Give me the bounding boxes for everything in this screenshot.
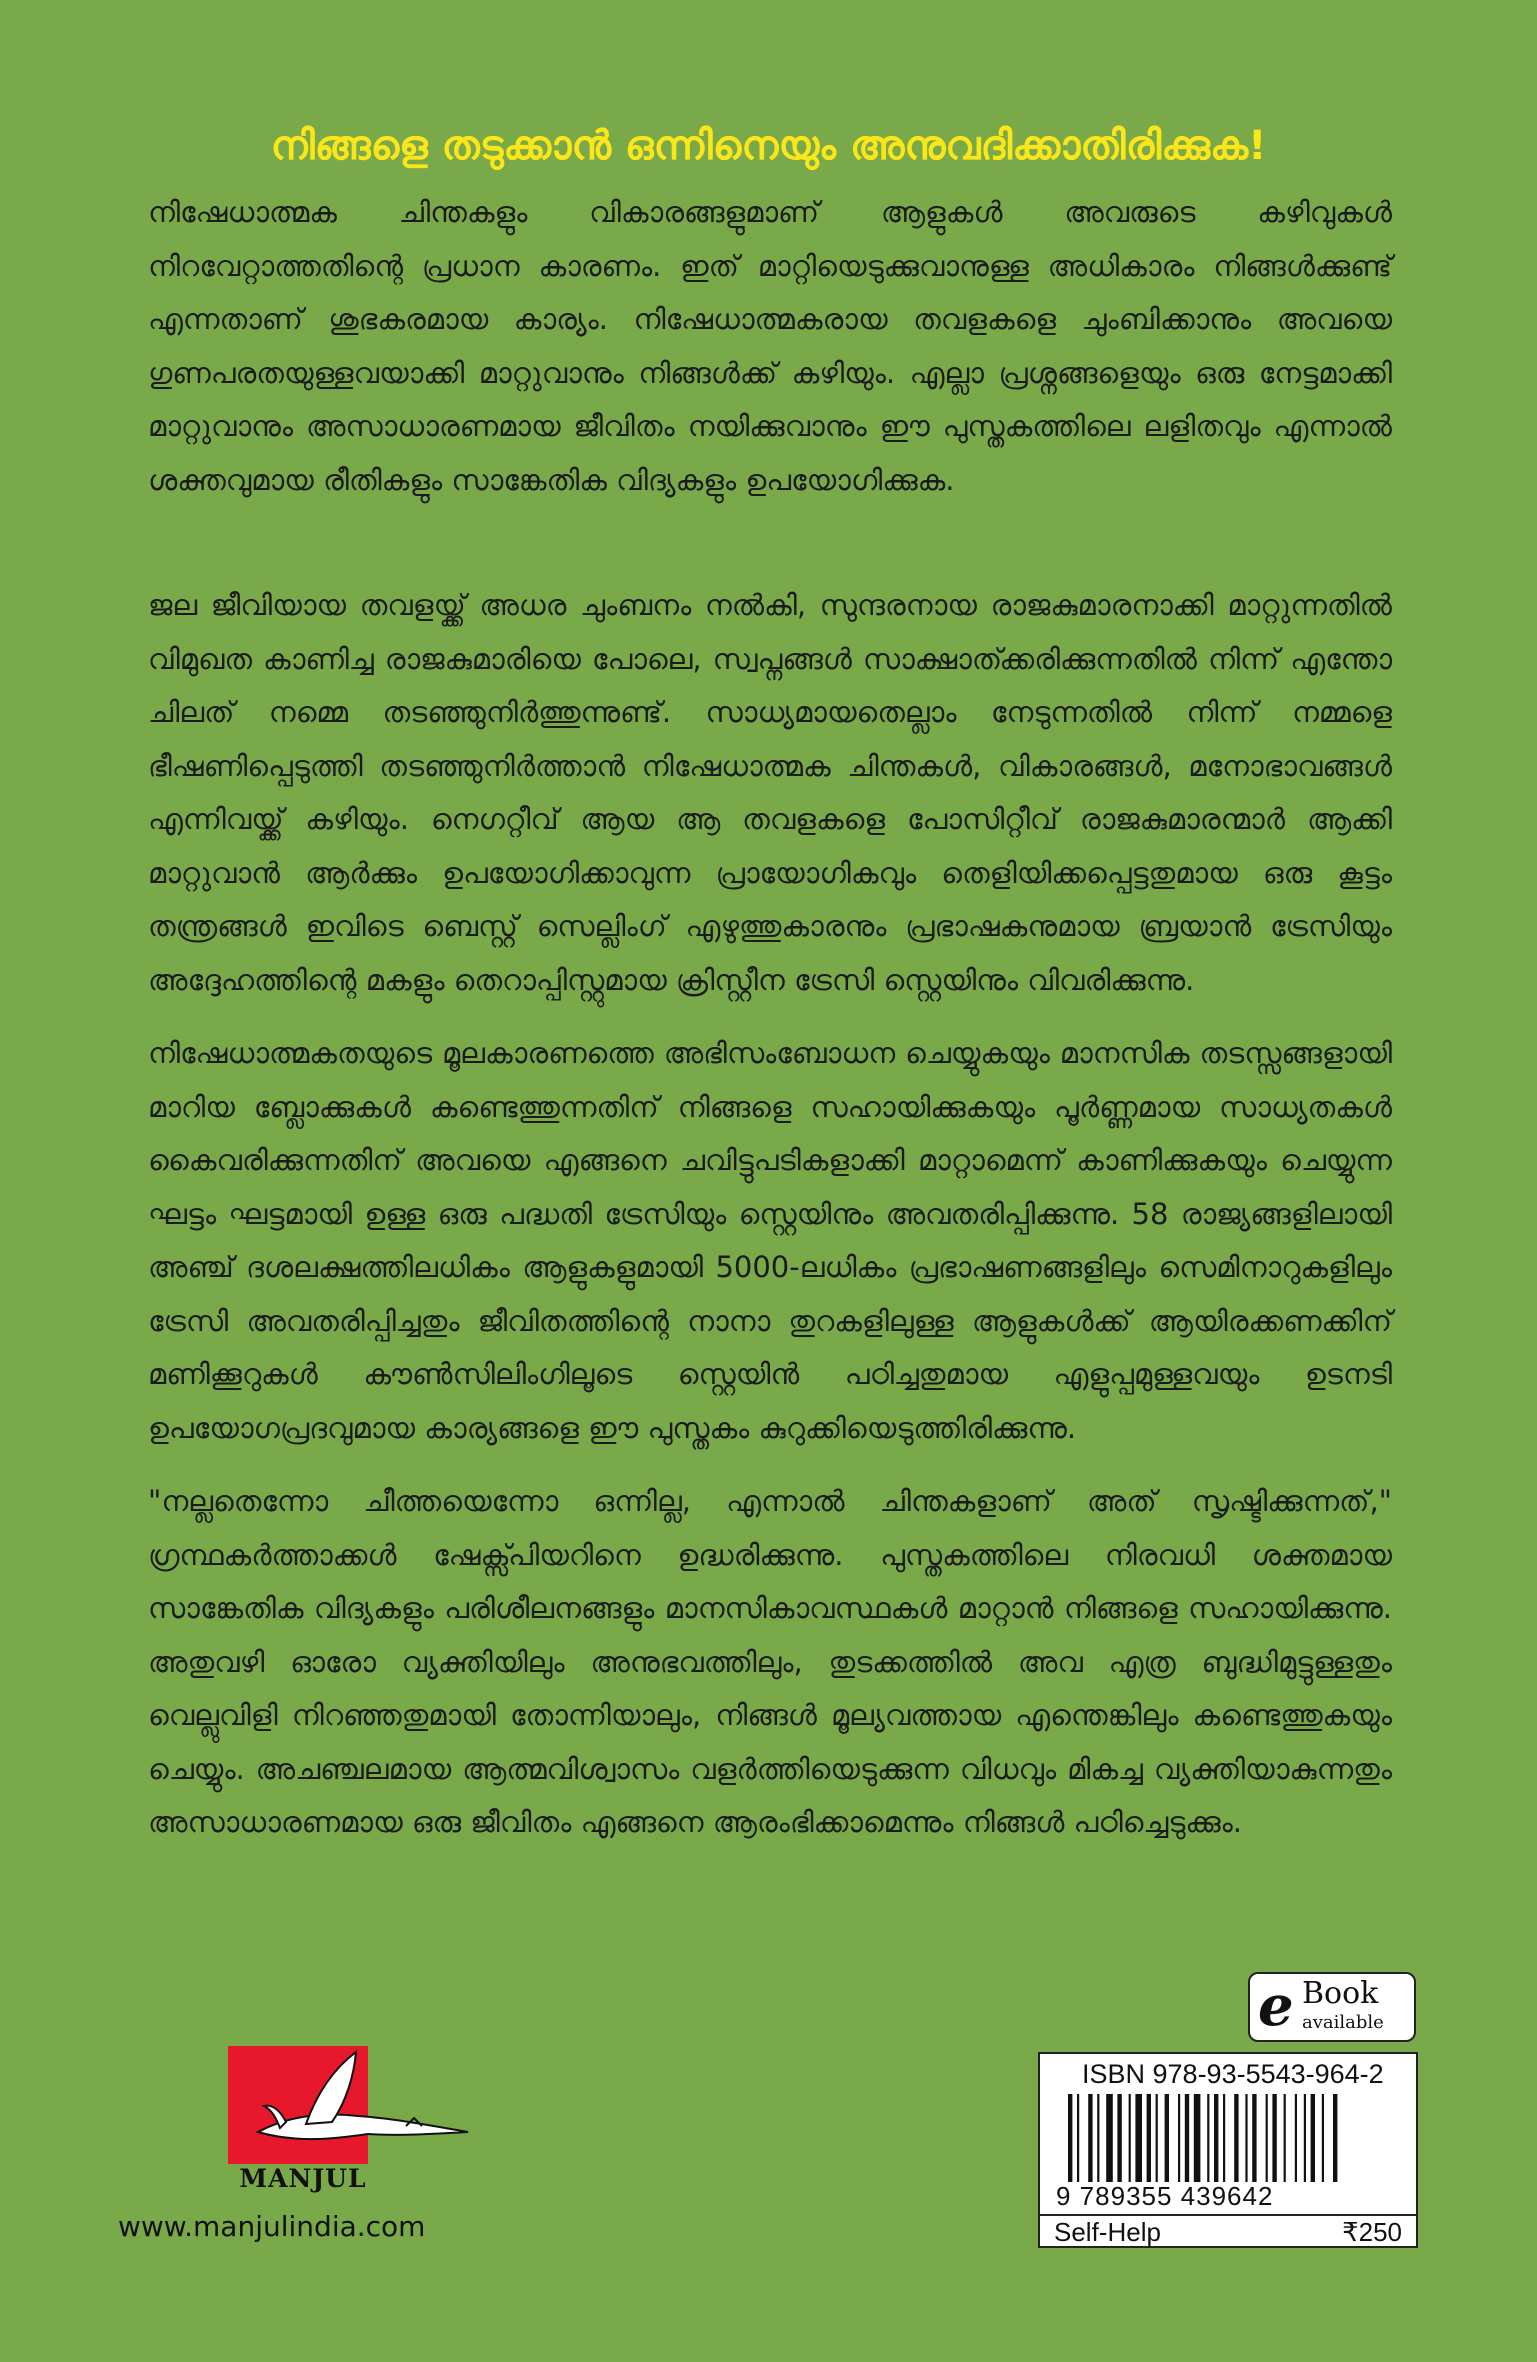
barcode-bar bbox=[1068, 2094, 1072, 2182]
barcode-icon bbox=[1066, 2094, 1388, 2182]
barcode-bar bbox=[1234, 2094, 1238, 2182]
barcode-divider bbox=[1040, 2214, 1416, 2216]
barcode-digits: 9 789355 439642 bbox=[1056, 2181, 1274, 2211]
blurb-paragraph-1: നിഷേധാത്മക ചിന്തകളും വികാരങ്ങളുമാണ് ആളുകൾ അവരുടെ കഴിവുകൾ നിറവേറ്റാത്തതിന്റെ പ്രധാന കാരണം. ഇത് മാറ്റിയെടുക്കുവാനുള്ള അധികാരം നിങ്ങൾക്കുണ്ട് എന്നതാണ് ശുഭകരമായ കാര്യം. നിഷേധാത്മകരായ തവളകളെ ചുംബിക്കാനും അവയെ ഗുണപരതയുള്ളവയാക്കി മാറ്റുവാനും നിങ്ങൾക്ക് കഴിയും. എല്ലാ പ്രശ്നങ്ങളെയും ഒരു നേട്ടമാക്കി മാറ്റുവാനും അസാധാരണമായ ജീവിതം നയിക്കുവാനും ഈ പുസ്തകത്തിലെ ലളിതവും എന്നാൽ ശക്തവുമായ രീതികളും സാങ്കേതിക വിദ്യകളും ഉപയോഗിക്കുക. bbox=[148, 195, 1392, 497]
barcode-bar bbox=[1266, 2094, 1268, 2182]
barcode-bar bbox=[1165, 2094, 1169, 2182]
isbn-number: ISBN 978-93-5543-964-2 bbox=[1082, 2059, 1384, 2089]
ebook-label: Book bbox=[1302, 1976, 1379, 2011]
book-category: Self-Help bbox=[1054, 2217, 1161, 2247]
barcode-bar bbox=[1117, 2094, 1121, 2182]
barcode-panel bbox=[1038, 2052, 1418, 2248]
book-price: ₹250 bbox=[1342, 2217, 1402, 2247]
ebook-status: available bbox=[1302, 2012, 1384, 2033]
barcode-bar bbox=[1245, 2094, 1247, 2182]
barcode-bar bbox=[1178, 2094, 1180, 2182]
ebook-e-letter: e bbox=[1258, 1973, 1294, 2039]
barcode-bar bbox=[1214, 2094, 1218, 2182]
blurb-text bbox=[148, 186, 1392, 1850]
ebook-available-badge bbox=[1248, 1972, 1416, 2042]
barcode-bar bbox=[1223, 2094, 1225, 2182]
barcode-bar bbox=[1194, 2094, 1201, 2182]
barcode-bar bbox=[1333, 2094, 1337, 2182]
barcode-bar bbox=[1147, 2094, 1151, 2182]
barcode-bar bbox=[1135, 2094, 1142, 2182]
barcode-bar bbox=[1097, 2094, 1099, 2182]
blurb-paragraph-3: നിഷേധാത്മകതയുടെ മൂലകാരണത്തെ അഭിസംബോധന ചെയ്യുകയും മാനസിക തടസ്സങ്ങളായി മാറിയ ബ്ലോക്കുകൾ കണ്ടെത്തുന്നതിന് നിങ്ങളെ സഹായിക്കുകയും പൂർണ്ണമായ സാധ്യതകൾ കൈവരിക്കുന്നതിന് അവയെ എങ്ങനെ ചവിട്ടുപടികളാക്കി മാറ്റാമെന്ന് കാണിക്കുകയും ചെയ്യുന്ന ഘട്ടം ഘട്ടമായി ഉള്ള ഒരു പദ്ധതി ട്രേസിയും സ്റ്റെയിനും അവതരിപ്പിക്കുന്നു. 58 രാജ്യങ്ങളിലായി അഞ്ച് ദശലക്ഷത്തിലധികം ആളുകളുമായി 5000-ലധികം പ്രഭാഷണങ്ങളിലും സെമിനാറുകളിലും ട്രേസി അവതരിപ്പിച്ചതും ജീവിതത്തിന്റെ നാനാ തുറകളിലുള്ള ആളുകൾക്ക് ആയിരക്കണക്കിന് മണിക്കൂറുകൾ കൗൺസിലിംഗിലൂടെ സ്റ്റെയിൻ പഠിച്ചതുമായ എളുപ്പമുള്ളവയും ഉടനടി ഉപയോഗപ്രദവുമായ കാര്യങ്ങളെ ഈ പുസ്തകം കുറുക്കിയെടുത്തിരിക്കുന്നു. bbox=[148, 1036, 1392, 1445]
barcode-bar bbox=[1252, 2094, 1256, 2182]
barcode-bar bbox=[1106, 2094, 1113, 2182]
publisher-name: MANJUL bbox=[239, 2164, 367, 2193]
barcode-bar bbox=[1272, 2094, 1276, 2182]
barcode-bar bbox=[1185, 2094, 1189, 2182]
barcode-bar bbox=[1304, 2094, 1306, 2182]
barcode-bar bbox=[1284, 2094, 1286, 2182]
tagline-heading: നിങ്ങളെ തടുക്കാൻ ഒന്നിനെയും അനുവദിക്കാതിരിക്കുക! bbox=[270, 123, 1267, 169]
barcode-bar bbox=[1129, 2094, 1131, 2182]
barcode-bar bbox=[1311, 2094, 1315, 2182]
barcode-bar bbox=[1088, 2094, 1092, 2182]
bird-logo-icon bbox=[228, 2046, 476, 2164]
barcode-bar bbox=[1156, 2094, 1158, 2182]
publisher-logo bbox=[228, 2046, 476, 2164]
barcode-bar bbox=[1295, 2094, 1297, 2182]
barcode-bar bbox=[1077, 2094, 1079, 2182]
barcode-bar bbox=[1207, 2094, 1209, 2182]
blurb-paragraph-4: "നല്ലതെന്നോ ചീത്തയെന്നോ ഒന്നില്ല, എന്നാൽ ചിന്തകളാണ് അത് സൃഷ്ടിക്കുന്നത്," ഗ്രന്ഥകർത്താക്കൾ ഷേക്സ്പിയറിനെ ഉദ്ധരിക്കുന്നു. പുസ്തകത്തിലെ നിരവധി ശക്തമായ സാങ്കേതിക വിദ്യകളും പരിശീലനങ്ങളും മാനസികാവസ്ഥകൾ മാറ്റാൻ നിങ്ങളെ സഹായിക്കുന്നു. അതുവഴി ഓരോ വ്യക്തിയിലും അനുഭവത്തിലും, തുടക്കത്തിൽ അവ എത്ര ബുദ്ധിമുട്ടുള്ളതും വെല്ലുവിളി നിറഞ്ഞതുമായി തോന്നിയാലും, നിങ്ങൾ മൂല്യവത്തായ എന്തെങ്കിലും കണ്ടെത്തുകയും ചെയ്യും. അചഞ്ചലമായ ആത്മവിശ്വാസം വളർത്തിയെടുക്കുന്ന വിധവും മികച്ച വ്യക്തിയാകുന്നതും അസാധാരണമായ ഒരു ജീവിതം എങ്ങനെ ആരംഭിക്കാമെന്നും നിങ്ങൾ പഠിച്ചെടുക്കും. bbox=[148, 1484, 1392, 1839]
blurb-paragraph-2: ജല ജീവിയായ തവളയ്ക്ക് അധര ചുംബനം നൽകി, സുന്ദരനായ രാജകുമാരനാക്കി മാറ്റുന്നതിൽ വിമുഖത കാണിച്ച രാജകുമാരിയെ പോലെ, സ്വപ്നങ്ങൾ സാക്ഷാത്ക്കരിക്കുന്നതിൽ നിന്ന് എന്തോ ചിലത് നമ്മെ തടഞ്ഞുനിർത്തുന്നുണ്ട്. സാധ്യമായതെല്ലാം നേടുന്നതിൽ നിന്ന് നമ്മളെ ഭീഷണിപ്പെടുത്തി തടഞ്ഞുനിർത്താൻ നിഷേധാത്മക ചിന്തകൾ, വികാരങ്ങൾ, മനോഭാവങ്ങൾ എന്നിവയ്ക്ക് കഴിയും. നെഗറ്റീവ് ആയ ആ തവളകളെ പോസിറ്റീവ് രാജകുമാരന്മാർ ആക്കി മാറ്റുവാൻ ആർക്കും ഉപയോഗിക്കാവുന്ന പ്രായോഗികവും തെളിയിക്കപ്പെട്ടതുമായ ഒരു കൂട്ടം തന്ത്രങ്ങൾ ഇവിടെ ബെസ്റ്റ് സെല്ലിംഗ് എഴുത്തുകാരനും പ്രഭാഷകനുമായ ബ്രയാൻ ട്രേസിയും അദ്ദേഹത്തിന്റെ മകളും തെറാപ്പിസ്റ്റുമായ ക്രിസ്റ്റീന ട്രേസി സ്റ്റെയിനും വിവരിക്കുന്നു. bbox=[148, 588, 1392, 997]
publisher-website: www.manjulindia.com bbox=[118, 2210, 426, 2243]
barcode-bar bbox=[1322, 2094, 1324, 2182]
